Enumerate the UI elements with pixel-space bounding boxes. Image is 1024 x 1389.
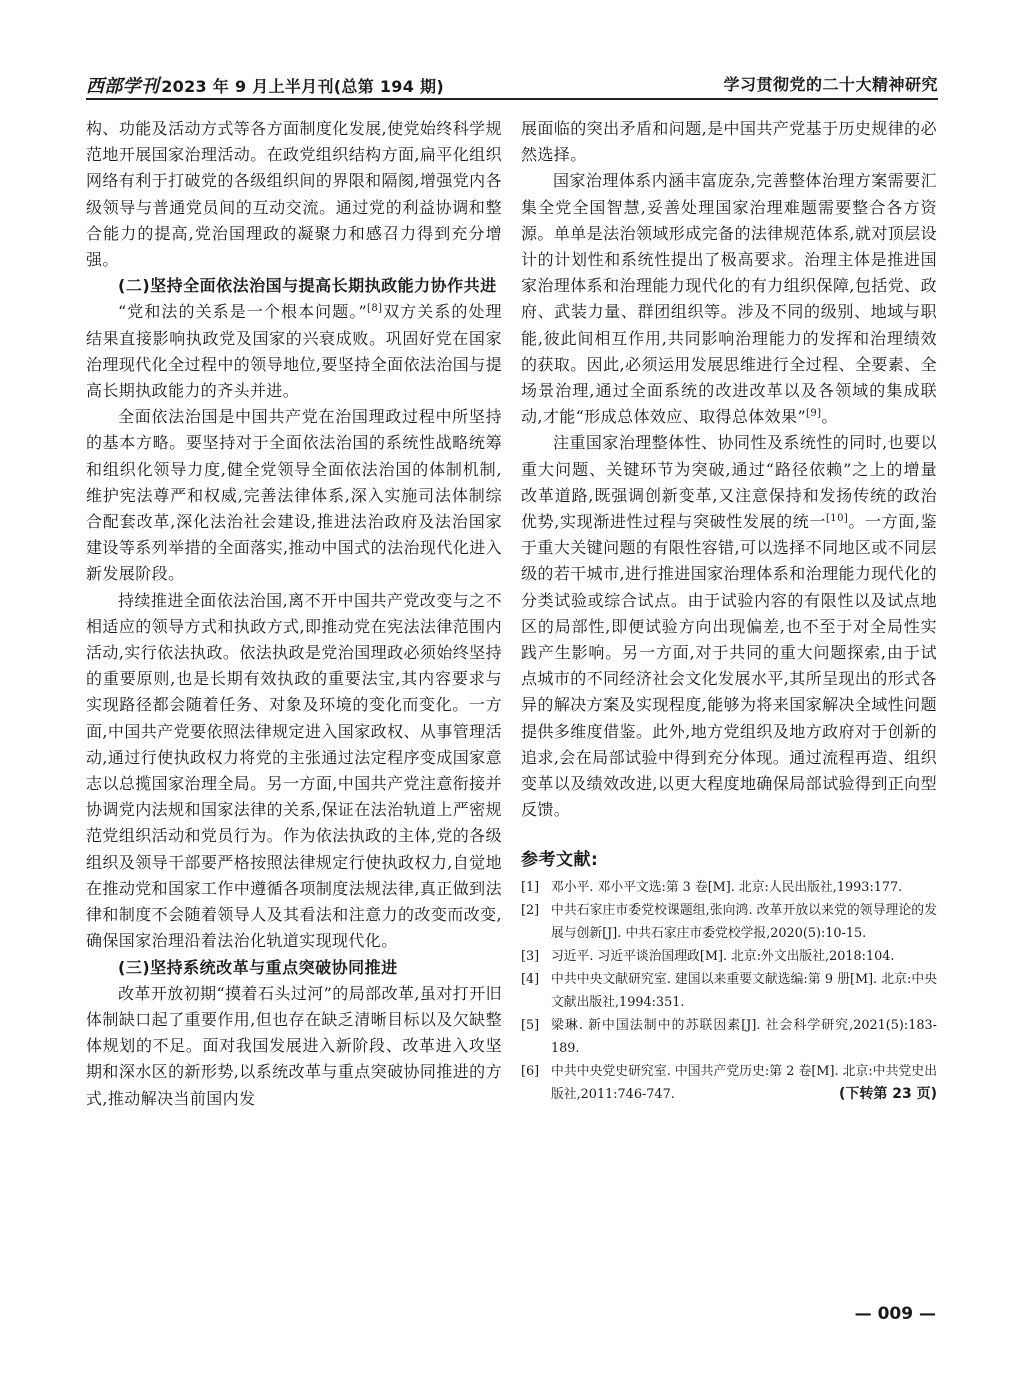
continued-note: (下转第 23 页) — [838, 1086, 937, 1103]
reference-text: 梁琳. 新中国法制中的苏联因素[J]. 社会科学研究,2021(5):183-189. — [551, 1018, 937, 1057]
paragraph-text: 。 — [821, 407, 838, 427]
reference-number: [6] — [521, 1064, 540, 1080]
reference-number: [4] — [521, 972, 540, 988]
references-heading: 参考文献: — [521, 850, 599, 871]
subsection-heading: (二)坚持全面依法治国与提高长期执政能力协作共进 — [118, 276, 497, 296]
reference-item — [521, 899, 937, 945]
reference-item — [521, 945, 937, 968]
reference-text: 中共石家庄市委党校课题组,张向鸿. 改革开放以来党的领导理论的发展与创新[J]. 中共石家庄市委党校学报,2020(5):10-15. — [551, 903, 937, 942]
reference-item — [521, 1014, 937, 1060]
paragraph: 持续推进全面依法治国,离不开中国共产党改变与之不相适应的领导方式和执政方式,即推动党在宪法法律范围内活动,实行依法执政。依法执政是党治国理政必须始终坚持的重要原则,也是长期有效执政的重要法宝,其内容要求与实现路径都会随着任务、对象及环境的变化而变化。一方面,中国共产党要依照法律规定进入国家政权、从事管理活动,通过行使执政权力将党的主张通过法定程序变成国家意志以总揽国家治理全局。另一方面,中国共产党注意衔接并协调党内法规和国家法律的关系,保证在法治轨道上严密规范党组织活动和党员行为。作为依法执政的主体,党的各级组织及领导干部要严格按照法律规定行使执政权力,自觉地在推动党和国家工作中遵循各项制度法规法律,真正做到法律和制度不会随着领导人及其看法和注意力的改变而改变,确保国家治理沿着法治化轨道实现现代化。 — [86, 590, 502, 951]
paragraph: 改革开放初期“摸着石头过河”的局部改革,虽对打开旧体制缺口起了重要作用,但也存在缺乏清晰目标以及欠缺整体规划的不足。面对我国发展进入新阶段、改革进入攻坚期和深水区的新形势,以系统改革与重点突破协同推进的方式,推动解决当前国内发 — [86, 983, 502, 1108]
reference-item — [521, 968, 937, 1014]
reference-number: [1] — [521, 880, 540, 896]
paragraph — [521, 430, 937, 823]
paragraph — [86, 299, 502, 404]
paragraph-text: 注重国家治理整体性、协同性及系统性的同时,也要以重大问题、关键环节为突破,通过“路径依赖”之上的增量改革道路,既强调创新变革,又注意保持和发扬传统的政治优势,实现渐进性过程与突破性发展的统一 — [521, 433, 937, 532]
paragraph-text: 双方关系的处理结果直接影响执政党及国家的兴衰成败。巩固好党在国家治理现代化全过程中的领导地位,要坚持全面依法治国与提高长期执政能力的齐头并进。 — [86, 302, 502, 401]
citation-ref: [10] — [826, 513, 849, 525]
reference-number: [2] — [521, 903, 540, 919]
quote-text: “党和法的关系是一个根本问题。” — [118, 302, 368, 322]
reference-number: [3] — [521, 949, 540, 965]
journal-title — [86, 72, 444, 98]
journal-issue: 2023 年 9 月上半月刊(总第 194 期) — [161, 77, 444, 96]
page-number: — 009 — — [854, 1304, 936, 1324]
reference-item — [521, 876, 937, 899]
citation-ref: [8] — [367, 303, 383, 315]
section-title: 学习贯彻党的二十大精神研究 — [723, 75, 938, 94]
reference-list — [521, 876, 937, 1106]
reference-number: [5] — [521, 1018, 540, 1034]
page-header — [86, 64, 938, 100]
left-column — [86, 116, 502, 1112]
subsection-heading: (三)坚持系统改革与重点突破协同推进 — [118, 957, 398, 977]
reference-text: 邓小平. 邓小平文选:第 3 卷[M]. 北京:人民出版社,1993:177. — [551, 880, 903, 896]
reference-text: 习近平. 习近平谈治国理政[M]. 北京:外文出版社,2018:104. — [551, 949, 895, 965]
paragraph: 构、功能及活动方式等各方面制度化发展,使党始终科学规范地开展国家治理活动。在政党组织结构方面,扁平化组织网络有利于打破党的各级组织间的界限和隔阂,增强党内各级领导与普通党员间的互动交流。通过党的利益协调和整合能力的提高,党治国理政的凝聚力和感召力得到充分增强。 — [86, 119, 502, 270]
reference-text: 中共中央党史研究室. 中国共产党历史:第 2 卷[M]. 北京:中共党史出版社,2011:746-747. — [551, 1064, 937, 1103]
citation-ref: [9] — [806, 408, 822, 420]
paragraph-text: 国家治理体系内涵丰富庞杂,完善整体治理方案需要汇集全党全国智慧,妥善处理国家治理难题需要整合各方资源。单单是法治领域形成完备的法律规范体系,就对顶层设计的计划性和系统性提出了极高要求。治理主体是推进国家治理体系和治理能力现代化的有力组织保障,包括党、政府、武装力量、群团组织等。涉及不同的级别、地域与职能,彼此间相互作用,共同影响治理能力的发挥和治理绩效的获取。因此,必须运用发展思维进行全过程、全要素、全场景治理,通过全面系统的改进改革以及各领域的集成联动,才能“形成总体效应、取得总体效果” — [521, 171, 937, 427]
right-column — [521, 116, 937, 1106]
paragraph: 展面临的突出矛盾和问题,是中国共产党基于历史规律的必然选择。 — [521, 119, 937, 165]
paragraph: 全面依法治国是中国共产党在治国理政过程中所坚持的基本方略。要坚持对于全面依法治国的系统性战略统筹和组织化领导力度,健全党领导全面依法治国的体制机制,维护宪法尊严和权威,完善法律体系,深入实施司法体制综合配套改革,深化法治社会建设,推进法治政府及法治国家建设等系列举措的全面落实,推动中国式的法治现代化进入新发展阶段。 — [86, 407, 502, 584]
reference-text: 中共中央文献研究室. 建国以来重要文献选编:第 9 册[M]. 北京:中央文献出版社,1994:351. — [551, 972, 937, 1011]
paragraph — [521, 168, 937, 430]
reference-item — [521, 1060, 937, 1106]
paragraph-text: 。一方面,鉴于重大关键问题的有限性容错,可以选择不同地区或不同层级的若干城市,进行推进国家治理体系和治理能力现代化的分类试验或综合试点。由于试验内容的有限性以及试点地区的局部性,即便试验方向出现偏差,也不至于对全局性实践产生影响。另一方面,对于共同的重大问题探索,由于试点城市的不同经济社会文化发展水平,其所呈现出的形式各异的解决方案及实现程度,能够为将来国家解决全域性问题提供多维度借鉴。此外,地方党组织及地方政府对于创新的追求,会在局部试验中得到充分体现。通过流程再造、组织变革以及绩效改进,以更大程度地确保局部试验得到正向型反馈。 — [521, 512, 937, 820]
journal-logo: 西部学刊 — [86, 76, 160, 97]
